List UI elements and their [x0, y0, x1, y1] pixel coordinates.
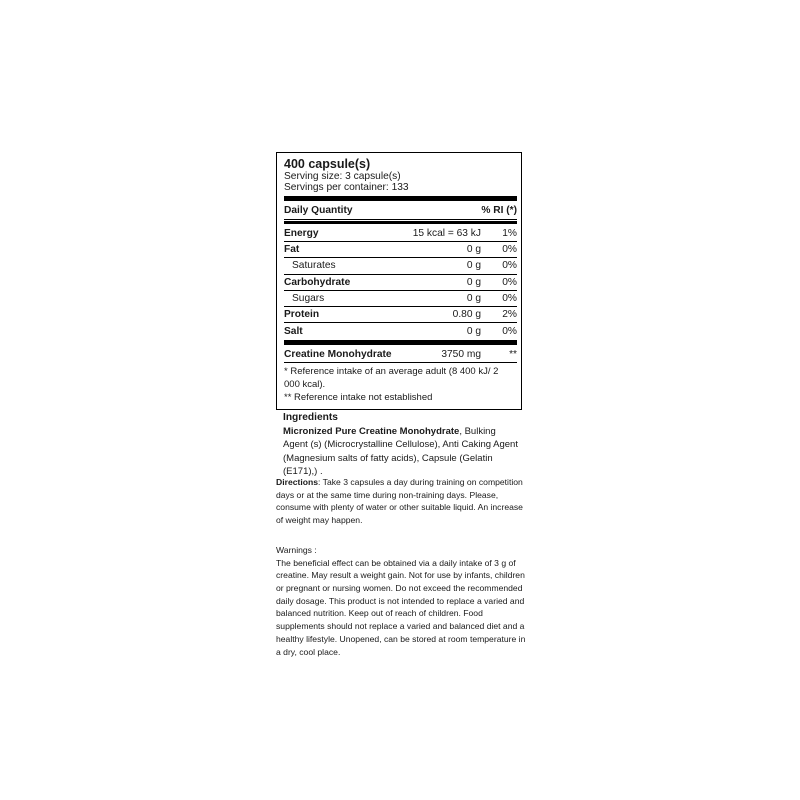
row-value: 0 g [466, 260, 481, 272]
row-value: 3750 mg [441, 348, 481, 360]
servings-per-container: Servings per container: 133 [284, 182, 409, 194]
row-ri: 0% [502, 244, 517, 256]
directions-text: : Take 3 capsules a day during training on competition days or at the same time during non-training days. Please, consume with plenty of water or other suitable liquid. An increase of weight may happen. [276, 477, 523, 526]
creatine-row [284, 347, 517, 363]
row-value: 0 g [466, 325, 481, 337]
warnings-text: The beneficial effect can be obtained via a daily intake of 3 g of creatine. May result a weight gain. Not for use by infants, children or pregnant or nursing women. Do not exceed the recommended daily dosage. This product is not intended to replace a varied and balanced nutrition. Keep out of reach of children. Food supplements should not replace a varied and balanced diet and a healthy lifestyle. Unopened, can be stored at room temperature in a dry, cool place. [276, 557, 526, 657]
header-ri: % RI (*) [481, 205, 517, 217]
ingredients-lead: Micronized Pure Creatine Monohydrate [283, 426, 460, 437]
row-value: 0 g [466, 244, 481, 256]
package-size-title: 400 capsule(s) [284, 157, 371, 171]
row-value: 0.80 g [452, 309, 481, 321]
ingredients-text [283, 425, 520, 479]
row-ri: 0% [502, 260, 517, 272]
row-ri: 1% [502, 227, 517, 239]
row-name: Saturates [292, 260, 336, 272]
divider-thick [284, 196, 517, 201]
directions-label: Directions [276, 477, 319, 487]
warnings-title: Warnings : [276, 544, 317, 555]
table-row [284, 307, 517, 323]
ingredients-rest: , Bulking Agent (s) (Microcrystalline Cellulose), Anti Caking Agent (Magnesium salts of fatty acids), Capsule (Gelatin (E171),) . [283, 426, 518, 478]
row-ri: ** [509, 348, 517, 360]
footnote-not-established: ** Reference intake not established [284, 391, 433, 403]
directions-paragraph [276, 476, 530, 527]
row-name: Energy [284, 227, 319, 239]
row-name: Carbohydrate [284, 276, 351, 288]
ingredients-title: Ingredients [283, 411, 338, 423]
ingredients-section [276, 410, 522, 479]
serving-size: Serving size: 3 capsule(s) [284, 171, 401, 183]
header-daily-quantity: Daily Quantity [284, 205, 353, 217]
divider-medium [284, 221, 517, 224]
table-row [284, 242, 517, 258]
table-row [284, 258, 517, 274]
row-name: Fat [284, 244, 300, 256]
table-header [284, 203, 517, 219]
table-row [284, 323, 517, 338]
row-ri: 0% [502, 325, 517, 337]
row-value: 0 g [466, 276, 481, 288]
table-row [284, 275, 517, 291]
row-name: Sugars [292, 292, 325, 304]
row-name: Protein [284, 309, 320, 321]
table-row [284, 226, 517, 242]
row-value: 0 g [466, 292, 481, 304]
footnote-reference-intake: * Reference intake of an average adult (8 400 kJ/ 2 000 kcal). [284, 366, 499, 390]
instructions-block [276, 476, 530, 658]
row-ri: 0% [502, 276, 517, 288]
row-name: Salt [284, 325, 303, 337]
supplement-label [276, 152, 522, 479]
footnotes [284, 366, 517, 404]
row-ri: 2% [502, 309, 517, 321]
row-ri: 0% [502, 292, 517, 304]
row-name: Creatine Monohydrate [284, 348, 392, 360]
table-row [284, 291, 517, 307]
row-value: 15 kcal = 63 kJ [412, 227, 481, 239]
nutrition-facts-panel [276, 152, 522, 410]
divider-thick [284, 340, 517, 345]
